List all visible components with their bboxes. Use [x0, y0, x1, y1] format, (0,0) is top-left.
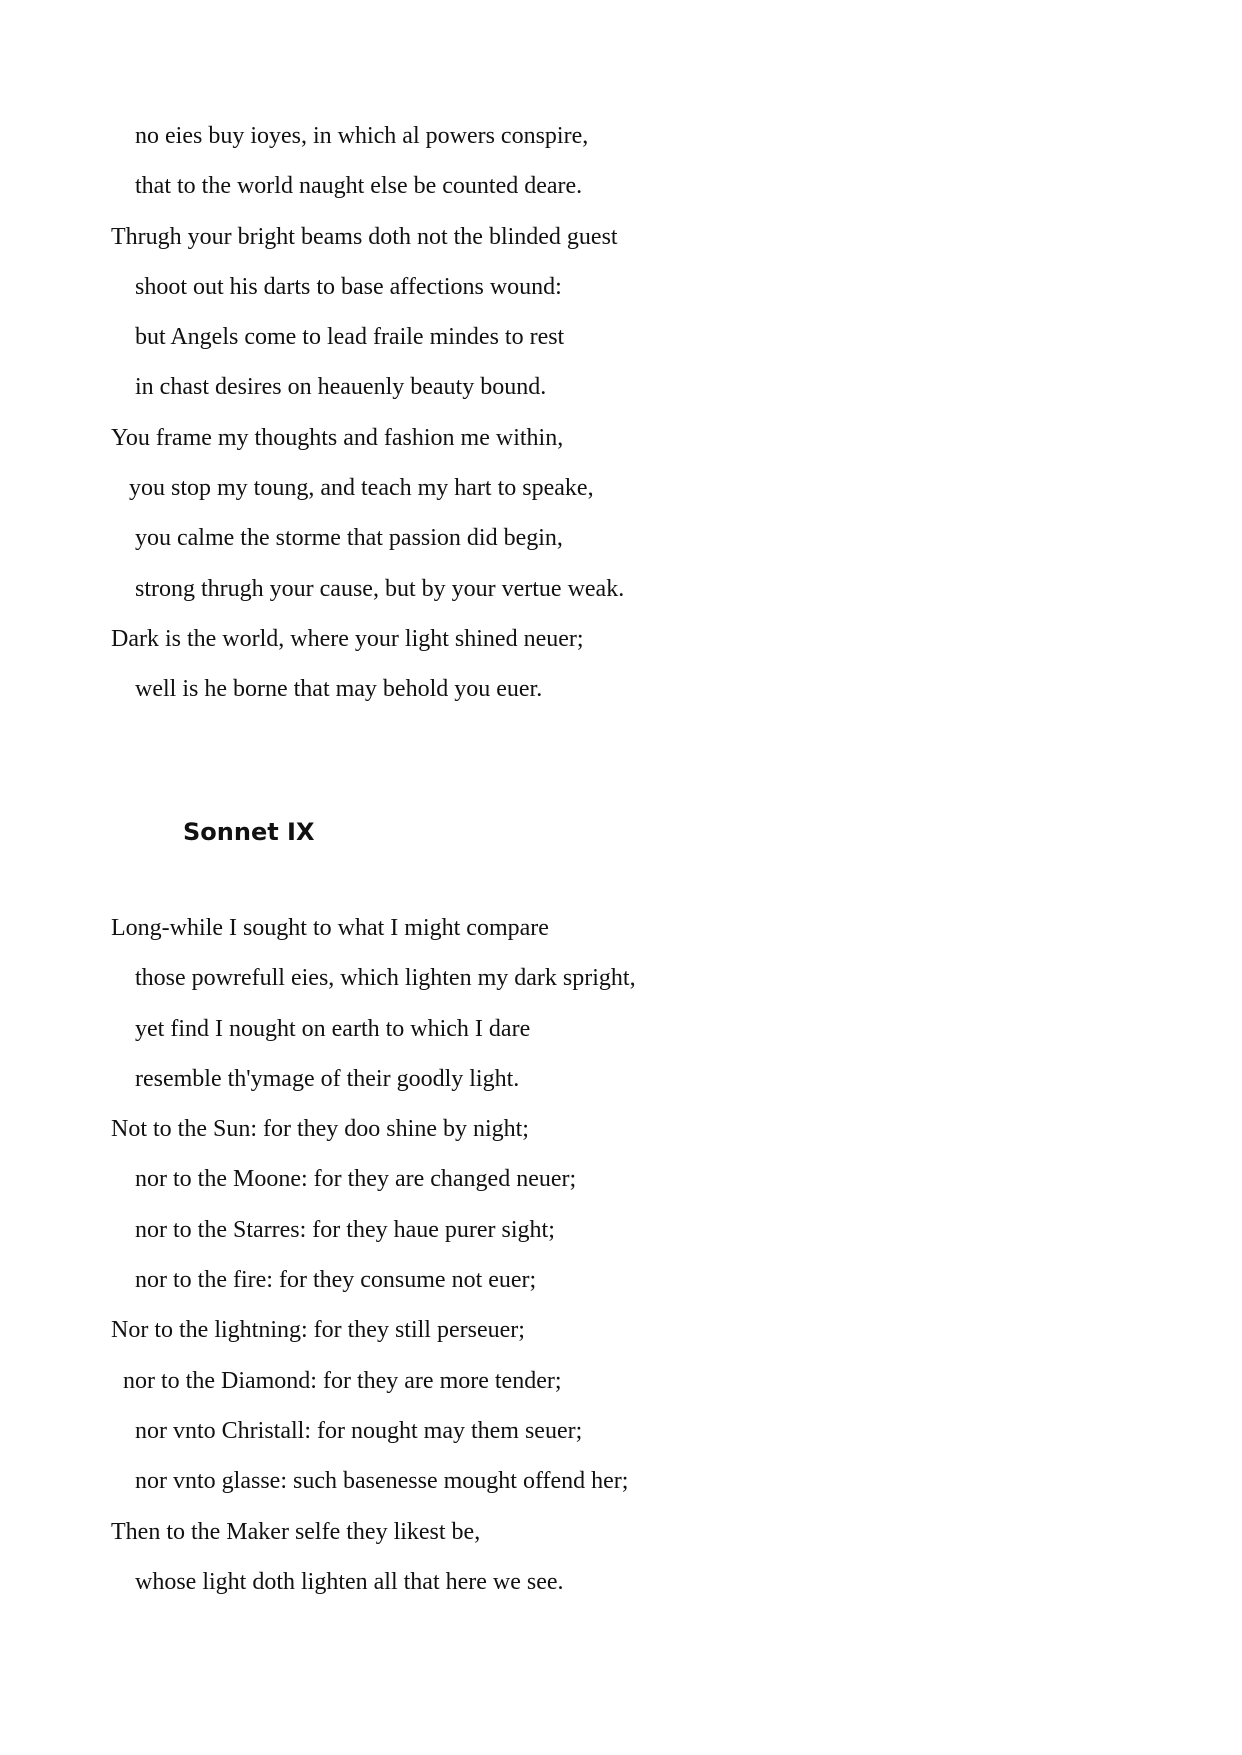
poem-line: strong thrugh your cause, but by your vertue weak. — [135, 575, 625, 602]
poem-line: you stop my toung, and teach my hart to speake, — [129, 475, 594, 502]
poem-line: that to the world naught else be counted deare. — [135, 173, 583, 200]
poem-line: in chast desires on heauenly beauty bound. — [135, 374, 547, 401]
poem-line: but Angels come to lead fraile mindes to rest — [135, 324, 565, 351]
poem-line: nor vnto Christall: for nought may them seuer; — [135, 1417, 583, 1444]
poem-line: Dark is the world, where your light shined neuer; — [111, 625, 584, 652]
poem-line: Not to the Sun: for they doo shine by night; — [111, 1116, 529, 1143]
poem-line: yet find I nought on earth to which I dare — [135, 1015, 531, 1042]
poem-line: nor to the fire: for they consume not euer; — [135, 1267, 537, 1294]
poem-line: You frame my thoughts and fashion me within, — [111, 424, 564, 451]
poem-line: nor vnto glasse: such basenesse mought offend her; — [135, 1468, 629, 1495]
poem-line: well is he borne that may behold you euer. — [135, 676, 543, 703]
poem-line: you calme the storme that passion did begin, — [135, 525, 563, 552]
poem-line: nor to the Moone: for they are changed neuer; — [135, 1166, 577, 1193]
poem-line: those powrefull eies, which lighten my dark spright, — [135, 965, 636, 992]
poem-line: shoot out his darts to base affections wound: — [135, 273, 562, 300]
poem-line: Then to the Maker selfe they likest be, — [111, 1518, 481, 1545]
sonnet-ix-body — [111, 903, 1011, 1607]
poem-line: Nor to the lightning: for they still perseuer; — [111, 1317, 525, 1344]
poem-line: whose light doth lighten all that here we see. — [135, 1568, 564, 1595]
sonnet-title: Sonnet IX — [183, 818, 315, 846]
poem-line: no eies buy ioyes, in which al powers conspire, — [135, 123, 589, 149]
poem-line: resemble th'ymage of their goodly light. — [135, 1065, 520, 1092]
poem-line: Thrugh your bright beams doth not the blinded guest — [111, 223, 618, 250]
previous-sonnet-ending — [111, 111, 1011, 715]
poem-line: nor to the Diamond: for they are more tender; — [123, 1367, 562, 1394]
poem-line: Long-while I sought to what I might compare — [111, 915, 549, 941]
poem-line: nor to the Starres: for they haue purer sight; — [135, 1216, 555, 1243]
